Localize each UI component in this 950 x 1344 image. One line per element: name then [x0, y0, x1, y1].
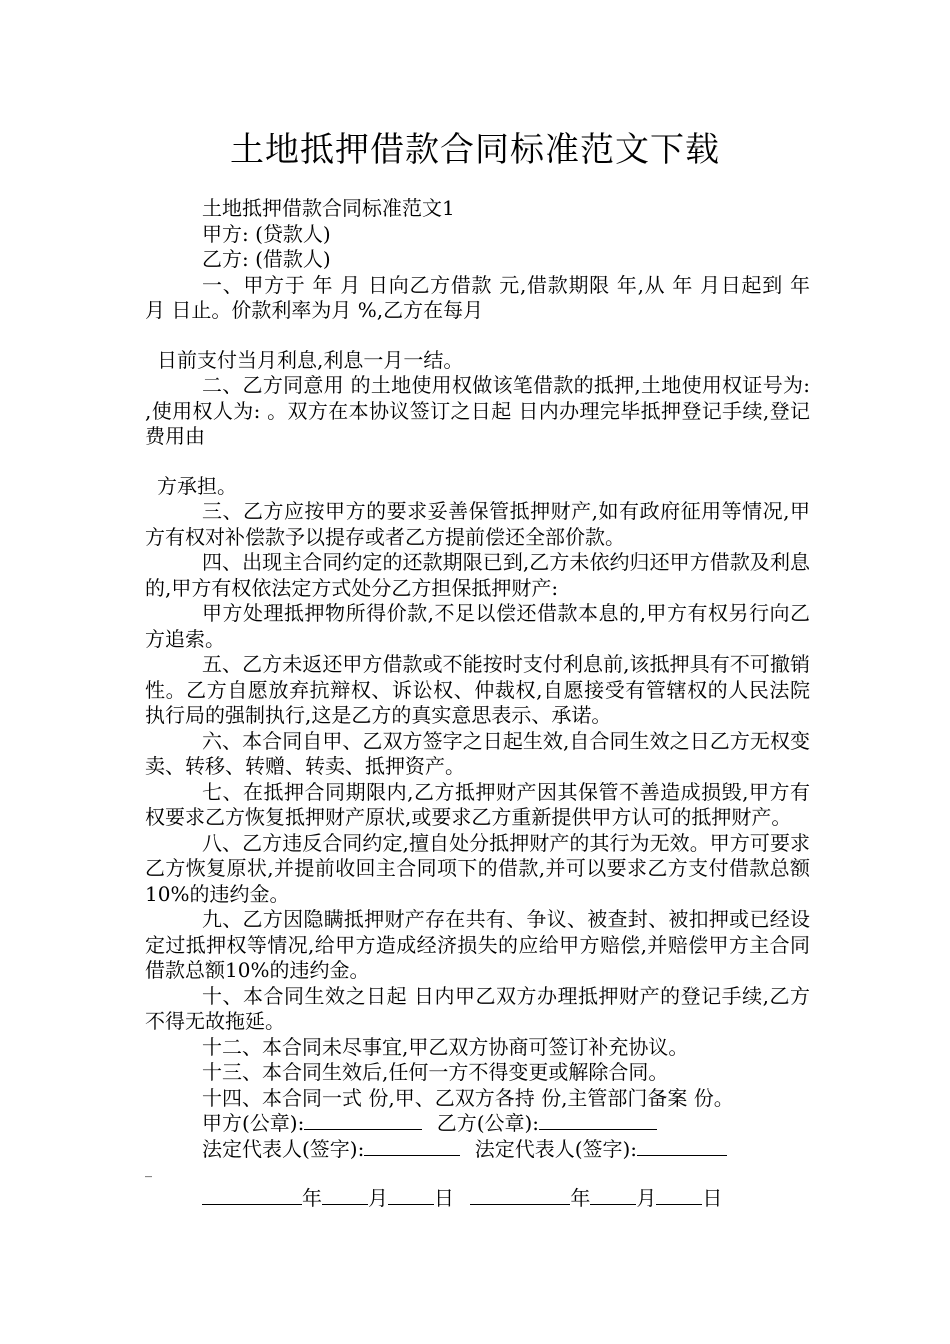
- party-b-line: 乙方: (借款人): [202, 247, 331, 271]
- clause-7: 七、在抵押合同期限内,乙方抵押财产因其保管不善造成损毁,甲方有权要求乙方恢复抵押财产原状,或要求乙方重新提供甲方认可的抵押财产。: [145, 779, 810, 829]
- party-b-seal-label: 乙方(公章):: [436, 1111, 540, 1135]
- document-body: [145, 196, 810, 1212]
- clause-14: 十四、本合同一式 份,甲、乙双方各持 份,主管部门备案 份。: [202, 1085, 734, 1110]
- clause-6: 六、本合同自甲、乙双方签字之日起生效,自合同生效之日乙方无权变卖、转移、转赠、转卖、抵押资产。: [145, 728, 810, 778]
- party-b-seal-blank[interactable]: [539, 1111, 657, 1130]
- clause-2-continued: 方承担。: [157, 473, 237, 498]
- party-b-month-blank[interactable]: [590, 1186, 636, 1205]
- party-b-year-label: 年: [570, 1186, 591, 1210]
- document-title: 土地抵押借款合同标准范文下载: [230, 130, 720, 170]
- party-a-rep-blank[interactable]: [364, 1137, 460, 1156]
- clause-5: 五、乙方未返还甲方借款或不能按时支付利息前,该抵押具有不可撤销性。乙方自愿放弃抗辩权、诉讼权、仲裁权,自愿接受有管辖权的人民法院执行局的强制执行,这是乙方的真实意思表示、承诺。: [145, 652, 810, 727]
- stray-underscore: _: [145, 1162, 152, 1178]
- clause-9: 九、乙方因隐瞒抵押财产存在共有、争议、被查封、被扣押或已经设定过抵押权等情况,给甲方造成经济损失的应给甲方赔偿,并赔偿甲方主合同借款总额10%的违约金。: [145, 907, 810, 982]
- party-b-year-blank[interactable]: [470, 1186, 570, 1205]
- party-b-month-label: 月: [636, 1186, 657, 1210]
- party-a-seal-blank[interactable]: [304, 1111, 422, 1130]
- party-a-year-blank[interactable]: [202, 1186, 302, 1205]
- party-b-rep-label: 法定代表人(签字):: [474, 1136, 638, 1161]
- clause-1: 一、甲方于 年 月 日向乙方借款 元,借款期限 年,从 年 月日起到 年 月 日止。价款利率为月 %,乙方在每月: [145, 272, 810, 322]
- clause-13: 十三、本合同生效后,任何一方不得变更或解除合同。: [202, 1060, 669, 1084]
- party-a-month-blank[interactable]: [322, 1186, 368, 1205]
- date-row: [145, 1186, 810, 1212]
- clause-3: 三、乙方应按甲方的要求妥善保管抵押财产,如有政府征用等情况,甲方有权对补偿款予以提存或者乙方提前偿还全部价款。: [145, 499, 810, 549]
- subtitle: 土地抵押借款合同标准范文1: [202, 196, 455, 220]
- clause-4: 四、出现主合同约定的还款期限已到,乙方未依约归还甲方借款及利息的,甲方有权依法定方式处分乙方担保抵押财产:: [145, 550, 810, 600]
- clause-8: 八、乙方违反合同约定,擅自处分抵押财产的其行为无效。甲方可要求乙方恢复原状,并提前收回主合同项下的借款,并可以要求乙方支付借款总额10%的违约金。: [145, 830, 810, 906]
- party-a-line: 甲方: (贷款人): [202, 221, 331, 246]
- party-a-month-label: 月: [368, 1186, 388, 1210]
- party-b-rep-blank[interactable]: [637, 1137, 727, 1156]
- seal-row: [145, 1111, 810, 1137]
- party-b-day-blank[interactable]: [656, 1186, 702, 1205]
- clause-1-continued: 日前支付当月利息,利息一月一结。: [157, 347, 464, 372]
- party-a-day-blank[interactable]: [388, 1186, 434, 1205]
- clause-10: 十、本合同生效之日起 日内甲乙双方办理抵押财产的登记手续,乙方不得无故拖延。: [145, 983, 810, 1033]
- party-a-day-label: 日: [434, 1186, 454, 1210]
- party-a-seal-label: 甲方(公章):: [202, 1111, 305, 1135]
- party-b-day-label: 日: [702, 1186, 723, 1210]
- clause-12: 十二、本合同未尽事宜,甲乙双方协商可签订补充协议。: [202, 1034, 689, 1059]
- clause-4-detail: 甲方处理抵押物所得价款,不足以偿还借款本息的,甲方有权另行向乙方追索。: [145, 601, 810, 651]
- representative-row: [145, 1137, 810, 1163]
- clause-2: 二、乙方同意用 的土地使用权做该笔借款的抵押,土地使用权证号为: ,使用权人为: 。双方在本协议签订之日起 日内办理完毕抵押登记手续,登记费用由: [145, 373, 810, 448]
- party-a-rep-label: 法定代表人(签字):: [202, 1136, 365, 1161]
- party-a-year-label: 年: [302, 1186, 322, 1210]
